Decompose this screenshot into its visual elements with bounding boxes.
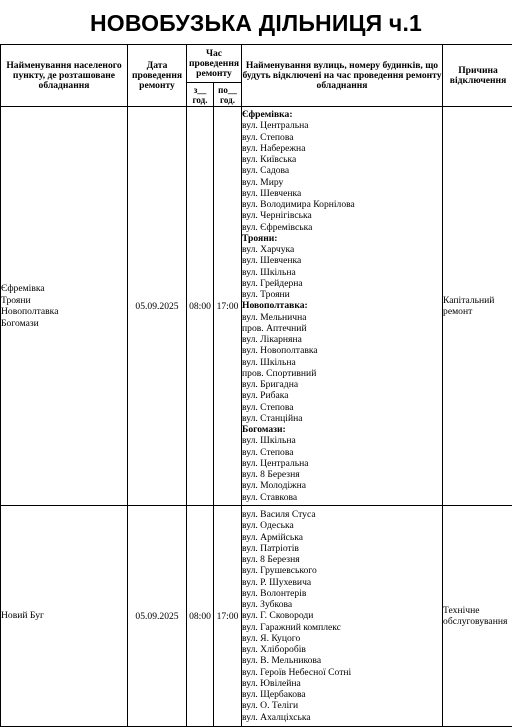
street-item: вул. Харчука [242,244,442,255]
street-item: вул. Молодіжна [242,480,442,491]
street-item: вул. Степова [242,402,442,413]
street-item: вул. Героїв Небесної Сотні [242,667,442,678]
time-to-cell: 17:00 [214,107,242,506]
header-time: Час проведення ремонту [187,45,242,83]
time-from-cell: 08:00 [187,506,214,727]
date-cell: 05.09.2025 [128,506,187,727]
header-date: Дата проведення ремонту [128,45,187,107]
street-item: вул. Лікарняна [242,334,442,345]
reason-cell: Технічне обслуговування [443,506,512,727]
header-to: по__ год. [214,83,242,107]
street-item: вул. Станційна [242,413,442,424]
street-item: вул. Єфремівська [242,222,442,233]
outage-schedule-table [0,44,512,727]
date-cell: 05.09.2025 [128,107,187,506]
time-from-cell: 08:00 [187,107,214,506]
street-item: пров. Аптечний [242,323,442,334]
settlement-name: Новий Буг [1,610,127,622]
header-reason: Причина відключення [443,45,512,107]
streets-cell [242,107,443,506]
table-row [1,506,512,727]
street-item: вул. Ставкова [242,492,442,503]
street-item: вул. Г. Сковороди [242,610,442,621]
street-item: вул. Василя Стуса [242,509,442,520]
street-item: вул. О. Теліги [242,700,442,711]
settlement-heading: Богомази: [242,424,442,435]
street-item: вул. Шкільна [242,357,442,368]
street-item: вул. Мельнична [242,312,442,323]
street-item: вул. Трояни [242,289,442,300]
settlement-cell [1,107,128,506]
street-item: вул. Шкільна [242,267,442,278]
street-item: вул. Центральна [242,120,442,131]
header-from: з__ год. [187,83,214,107]
page-title: НОВОБУЗЬКА ДІЛЬНИЦЯ ч.1 [0,10,512,37]
street-item: вул. Володимира Корнілова [242,199,442,210]
street-item: вул. Садова [242,165,442,176]
street-item: вул. Бригадна [242,379,442,390]
settlement-heading: Новополтавка: [242,300,442,311]
street-item: вул. Степова [242,132,442,143]
street-item: вул. Шевченка [242,255,442,266]
street-item: вул. Центральна [242,458,442,469]
street-item: вул. Шкільна [242,435,442,446]
street-item: вул. Чернігівська [242,210,442,221]
street-item: вул. Я. Куцого [242,633,442,644]
street-item: вул. Новополтавка [242,345,442,356]
header-streets: Найменування вулиць, номеру будинків, що будуть відключені на час проведення ремонту обладнання [242,45,443,107]
street-item: вул. Армійська [242,532,442,543]
settlement-cell [1,506,128,727]
street-item: вул. Рибака [242,390,442,401]
settlement-heading: Єфремівка: [242,109,442,120]
street-item: вул. Хліборобів [242,644,442,655]
street-item: вул. Степова [242,447,442,458]
street-item: вул. Ахалціхська [242,712,442,723]
street-item: вул. Грейдерна [242,278,442,289]
street-item: вул. Гаражний комплекс [242,622,442,633]
reason-cell: Капітальний ремонт [443,107,512,506]
street-item: вул. Ювілейна [242,678,442,689]
street-item: вул. В. Мельникова [242,655,442,666]
street-item: вул. Р. Шухевича [242,577,442,588]
streets-cell [242,506,443,727]
street-item: вул. Волонтерів [242,588,442,599]
street-item: вул. Щербакова [242,689,442,700]
settlement-name: Трояни [1,295,127,307]
street-item: вул. 8 Березня [242,554,442,565]
table-row [1,107,512,506]
header-settlement: Найменування населеного пункту, де розташоване обладнання [1,45,128,107]
settlement-name: Богомази [1,318,127,330]
settlement-name: Новополтавка [1,306,127,318]
time-to-cell: 17:00 [214,506,242,727]
street-item: вул. Грушевського [242,565,442,576]
street-item: вул. Набережна [242,143,442,154]
street-item: вул. Шевченка [242,188,442,199]
street-item: вул. Зубкова [242,599,442,610]
street-item: пров. Спортивний [242,368,442,379]
street-item: вул. Одеська [242,520,442,531]
settlement-name: Єфремівка [1,283,127,295]
street-item: вул. Київська [242,154,442,165]
street-item: вул. Миру [242,177,442,188]
street-item: вул. 8 Березня [242,469,442,480]
settlement-heading: Трояни: [242,233,442,244]
street-item: вул. Патріотів [242,543,442,554]
